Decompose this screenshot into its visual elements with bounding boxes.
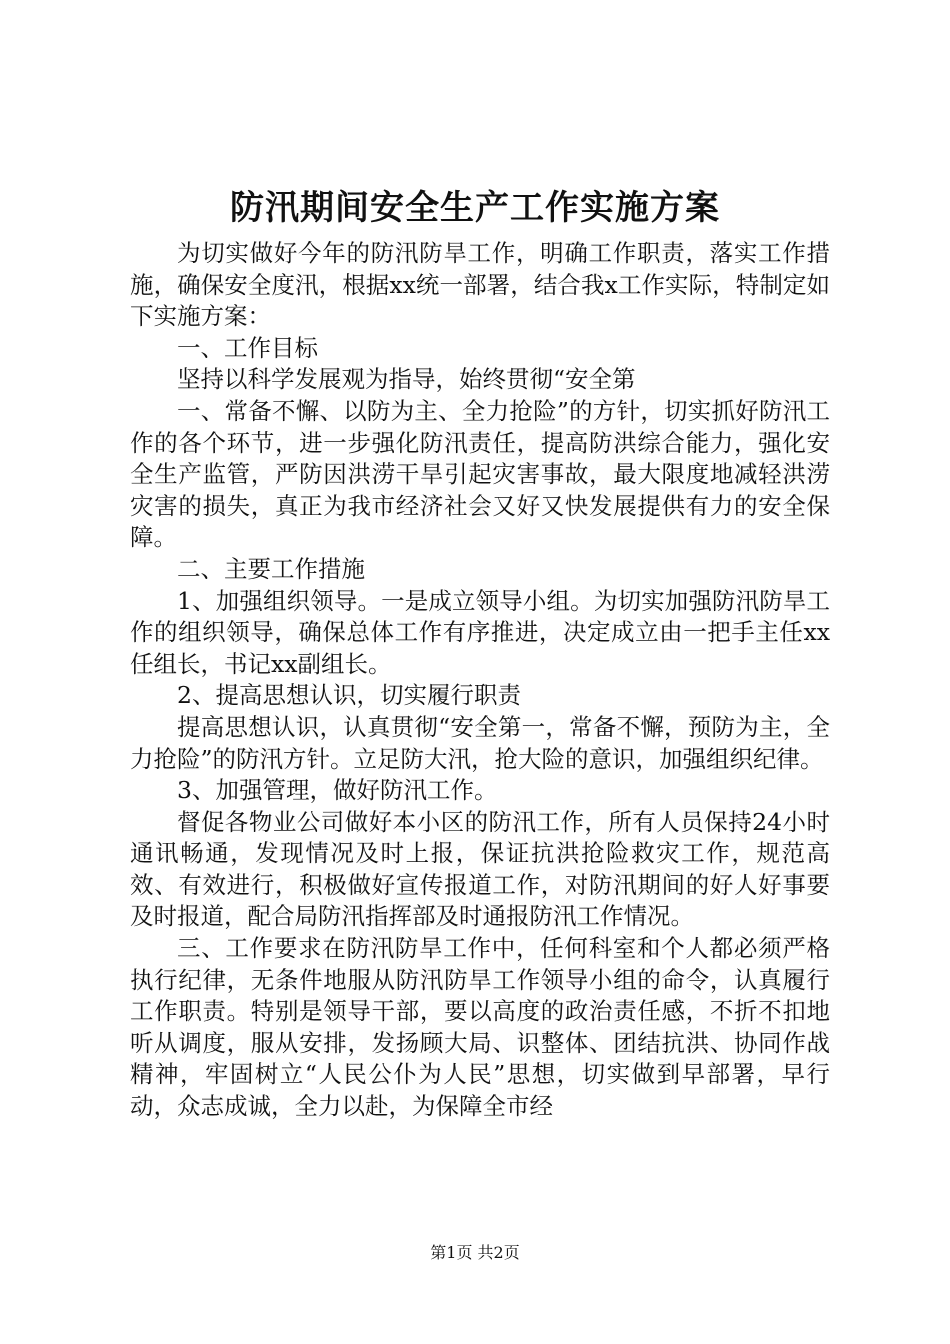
paragraph-policy: 一、常备不懈、以防为主、全力抢险”的方针，切实抓好防汛工作的各个环节，进一步强化防汛责任，提高防洪综合能力，强化安全生产监管，严防因洪涝干旱引起灾害事故，最大限度地减轻洪涝灾害的损失，真正为我市经济社会又好又快发展提供有力的安全保障。 bbox=[130, 396, 830, 552]
paragraph-measure-3: 督促各物业公司做好本小区的防汛工作，所有人员保持24小时通讯畅通，发现情况及时上报，保证抗洪抢险救灾工作，规范高效、有效进行，积极做好宣传报道工作，对防汛期间的好人好事要及时报道，配合局防汛指挥部及时通报防汛工作情况。 bbox=[130, 807, 830, 931]
page-number-footer: 第1页 共2页 bbox=[430, 1243, 520, 1262]
heading-measure-3: 3、加强管理，做好防汛工作。 bbox=[177, 776, 498, 805]
paragraph-measure-1: 1、加强组织领导。一是成立领导小组。为切实加强防汛防旱工作的组织领导，确保总体工作有序推进，决定成立由一把手主任xx任组长，书记xx副组长。 bbox=[130, 586, 830, 678]
heading-work-goal: 一、工作目标 bbox=[177, 333, 318, 362]
paragraph-guiding-principle: 坚持以科学发展观为指导，始终贯彻“安全第 bbox=[177, 365, 636, 394]
paragraph-work-requirements: 三、工作要求在防汛防旱工作中，任何科室和个人都必须严格执行纪律，无条件地服从防汛防旱工作领导小组的命令，认真履行工作职责。特别是领导干部，要以高度的政治责任感，不折不扣地听从调度，服从安排，发扬顾大局、识整体、团结抗洪、协同作战精神，牢固树立“人民公仆为人民”思想，切实做到早部署，早行动，众志成诚，全力以赴，为保障全市经 bbox=[130, 934, 830, 1121]
document-title: 防汛期间安全生产工作实施方案 bbox=[230, 188, 720, 228]
paragraph-measure-2: 提高思想认识，认真贯彻“安全第一，常备不懈，预防为主，全力抢险”的防汛方针。立足防大汛，抢大险的意识，加强组织纪律。 bbox=[130, 712, 830, 773]
document-body bbox=[130, 238, 830, 1123]
paragraph-intro: 为切实做好今年的防汛防旱工作，明确工作职责，落实工作措施，确保安全度汛，根据xx统一部署，结合我x工作实际，特制定如下实施方案： bbox=[130, 239, 830, 331]
heading-main-measures: 二、主要工作措施 bbox=[177, 554, 365, 583]
heading-measure-2: 2、提高思想认识，切实履行职责 bbox=[177, 681, 521, 710]
